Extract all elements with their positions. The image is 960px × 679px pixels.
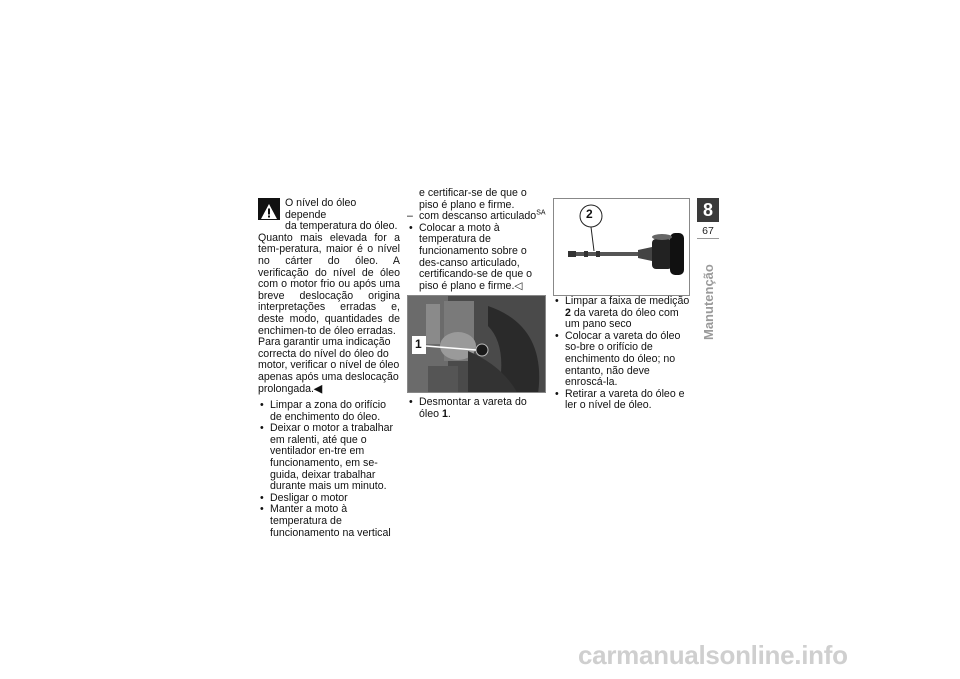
list-item: • Colocar a moto à temperatura de funcionamento sobre o des-canso articulado, certificando-se de que o piso é plano e firme.◁: [407, 223, 547, 293]
list-item: • Colocar a vareta do óleo so-bre o orifício de enchimento do óleo; no entanto, não deve enroscá-la.: [553, 331, 691, 389]
chapter-number-tab: 8: [697, 198, 719, 222]
steps-list-2: [407, 223, 547, 293]
list-item: • Manter a moto à temperatura de funcionamento na vertical: [258, 504, 400, 539]
warning-body-2: Para garantir uma indicação correcta do nível do óleo do motor, verificar o nível de óleo apenas após uma deslocação prolongada.◀: [258, 336, 400, 395]
text-column-1: [258, 198, 400, 539]
figure-oil-filler: [407, 295, 546, 393]
end-mark: ◁: [514, 279, 523, 292]
list-item: • Limpar a faixa de medição 2 da vareta do óleo com um pano seco: [553, 296, 691, 331]
oil-filler-photo: [408, 296, 546, 393]
side-divider: [697, 238, 719, 239]
text-column-2: [407, 188, 547, 292]
chapter-title: Manutenção: [701, 264, 716, 340]
dipstick-drawing: [554, 199, 690, 296]
text-column-3: [553, 296, 691, 412]
figure-callout-1: 1: [415, 337, 422, 351]
steps-list-3: [553, 296, 691, 412]
warning-triangle-icon: [258, 198, 280, 220]
warning-line-2: da temperatura do óleo.: [285, 220, 398, 233]
warning-block: [258, 198, 400, 395]
watermark: carmanualsonline.info: [578, 640, 848, 670]
figure-1-caption: [407, 397, 547, 420]
list-item: • Deixar o motor a trabalhar em ralenti, até que o ventilador en-tre em funcionamento, em se-guida, deixar trabalhar durante mais um minuto.: [258, 423, 400, 493]
page-number: 67: [702, 225, 714, 237]
warning-body: Quanto mais elevada for a tem-peratura, maior é o nível no cárter do óleo. A verificação do nível de óleo com o motor frio ou após uma breve deslocação origina interpretações erradas e, deste modo, quantidades de enchimen-to de óleo erradas.: [258, 231, 400, 337]
list-item: – com descanso articulado$^{SA}$: [407, 211, 547, 223]
list-item: • Limpar a zona do orifício de enchimento do óleo.: [258, 400, 400, 423]
end-mark: ◀: [313, 382, 323, 395]
list-item: • Retirar a vareta do óleo e ler o nível de óleo.: [553, 389, 691, 412]
list-item: • Desligar o motor: [258, 493, 400, 505]
figure-callout-2: 2: [586, 207, 593, 221]
steps-list-1: [258, 400, 400, 539]
continued-text: e certificar-se de que o piso é plano e firme.: [419, 187, 527, 211]
figure-dipstick: [553, 198, 690, 296]
list-item: • Desmontar a vareta do óleo 1.: [407, 397, 547, 420]
warning-line-1: O nível do óleo depende: [285, 197, 357, 221]
